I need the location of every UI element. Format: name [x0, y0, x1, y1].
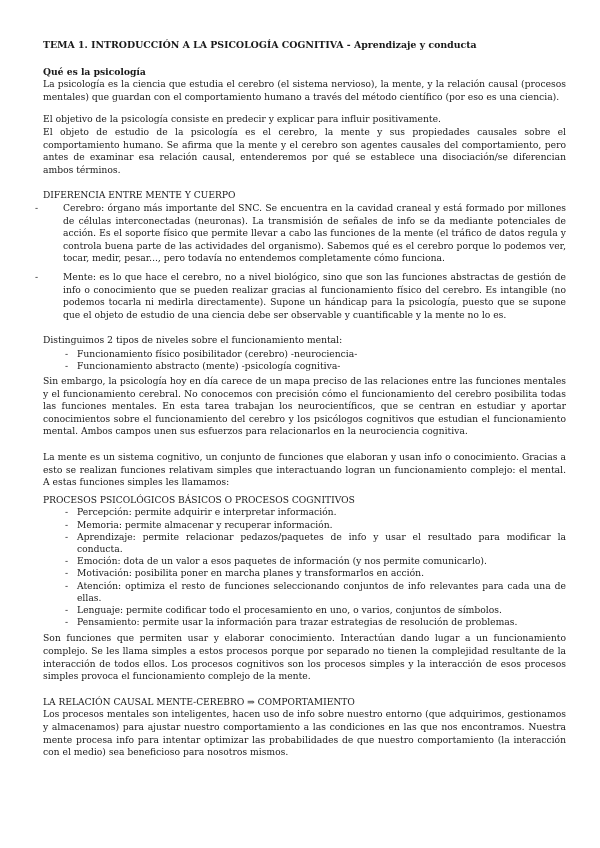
- section-heading-diferencia: DIFERENCIA ENTRE MENTE Y CUERPO: [43, 191, 236, 202]
- paragraph: Los procesos mentales son inteligentes, hacen uso de info sobre nuestro entorno (que adquirimos, gestionamos y almacenamos) para ajustar nuestro comportamiento a las condiciones en las que nos encontramos. Nuestra mente procesa info para intentar optimizar las probabilidades de que nuestro comportamiento (la interacción con el medio) sea beneficioso para nosotros mismos.: [43, 709, 566, 759]
- paragraph: La mente es un sistema cognitivo, un conjunto de funciones que elaboran y usan info o conocimiento. Gracias a esto se realizan funciones relativam simples que interactuando logran un funcionamiento complejo: el mental. A estas funciones simples les llamamos:: [43, 452, 566, 489]
- list-item: - Motivación: posibilita poner en marcha planes y transformarlos en acción.: [43, 568, 566, 580]
- list-item: - Aprendizaje: permite relacionar pedazos/paquetes de info y usar el resultado para modificar la conducta.: [43, 532, 566, 556]
- paragraph: La psicología es la ciencia que estudia el cerebro (el sistema nervioso), la mente, y la relación causal (procesos mentales) que guardan con el comportamiento humano a través del método científico (por eso es una ciencia).: [43, 79, 566, 103]
- list-item: - Funcionamiento abstracto (mente) -psicología cognitiva-: [43, 361, 566, 374]
- section-heading-que-es: Qué es la psicología: [43, 66, 146, 78]
- list-item: - Emoción: dota de un valor a esos paquetes de información (y nos permite comunicarlo).: [43, 556, 566, 568]
- paragraph: Sin embargo, la psicología hoy en día carece de un mapa preciso de las relaciones entre las funciones mentales y el funcionamiento cerebral. No conocemos con precisión cómo el funcionamiento del cerebro posibilita todas las funciones mentales. En esta tarea trabajan los neurocientíficos, que se centran en estudiar y aportar conocimientos sobre el funcionamiento del cerebro y los psicólogos cognitivos que estudian el funcionamiento mental. Ambos campos unen sus esfuerzos para relacionarlos en la neurociencia cognitiva.: [43, 376, 566, 438]
- paragraph: Distinguimos 2 tipos de niveles sobre el funcionamiento mental:: [43, 335, 343, 347]
- section-heading-relacion: LA RELACIÓN CAUSAL MENTE-CEREBRO ⇒ COMPORTAMIENTO: [43, 697, 355, 708]
- list-item: - Cerebro: órgano más importante del SNC. Se encuentra en la cavidad craneal y está formado por millones de células interconectadas (neuronas). La transmisión de señales de info se da mediante potenciales de acción. Es el soporte físico que permite llevar a cabo las funciones de la mente (el tráfico de datos regula y controla buena parte de las actividades del organismo). Sabemos qué es el cerebro porque lo podemos ver, tocar, medir, pesar..., pero todavía no entendemos completamente cómo funciona.: [43, 203, 566, 266]
- document-title: TEMA 1. INTRODUCCIÓN A LA PSICOLOGÍA COGNITIVA - Aprendizaje y conducta: [43, 40, 477, 51]
- section-heading-procesos: PROCESOS PSICOLÓGICOS BÁSICOS O PROCESOS COGNITIVOS: [43, 495, 355, 506]
- mind-body-list: [43, 203, 566, 322]
- paragraph: El objetivo de la psicología consiste en predecir y explicar para influir positivamente.: [43, 114, 441, 126]
- paragraph: El objeto de estudio de la psicología es el cerebro, la mente y sus propiedades causales sobre el comportamiento humano. Se afirma que la mente y el cerebro son agentes causales del comportamiento, pero antes de examinar esa relación causal, entenderemos por qué se establece una disociación/se diferencian ambos términos.: [43, 126, 566, 176]
- list-item: - Atención: optimiza el resto de funciones seleccionando conjuntos de info relevantes para cada una de ellas.: [43, 581, 566, 605]
- list-item: - Percepción: permite adquirir e interpretar información.: [43, 507, 566, 519]
- list-item: - Mente: es lo que hace el cerebro, no a nivel biológico, sino que son las funciones abstractas de gestión de info o conocimiento que se pueden realizar gracias al funcionamiento físico del cerebro. Es intangible (no podemos tocarla ni medirla directamente). Supone un hándicap para la psicología, puesto que se supone que el objeto de estudio de una ciencia debe ser observable y cuantificable y la mente no lo es.: [43, 272, 566, 322]
- list-item: - Funcionamiento físico posibilitador (cerebro) -neurociencia-: [43, 349, 566, 362]
- levels-list: [43, 349, 566, 374]
- list-item: - Lenguaje: permite codificar todo el procesamiento en uno, o varios, conjuntos de símbolos.: [43, 605, 566, 617]
- list-item: - Pensamiento: permite usar la información para trazar estrategias de resolución de problemas.: [43, 617, 566, 629]
- list-item: - Memoria: permite almacenar y recuperar información.: [43, 520, 566, 532]
- paragraph: Son funciones que permiten usar y elaborar conocimiento. Interactúan dando lugar a un funcionamiento complejo. Se les llama simples a estos procesos porque por separado no tienen la complejidad resultante de la interacción de todos ellos. Los procesos cognitivos son los procesos simples y la interacción de esos procesos simples provoca el funcionamiento complejo de la mente.: [43, 633, 566, 683]
- processes-list: [43, 507, 566, 629]
